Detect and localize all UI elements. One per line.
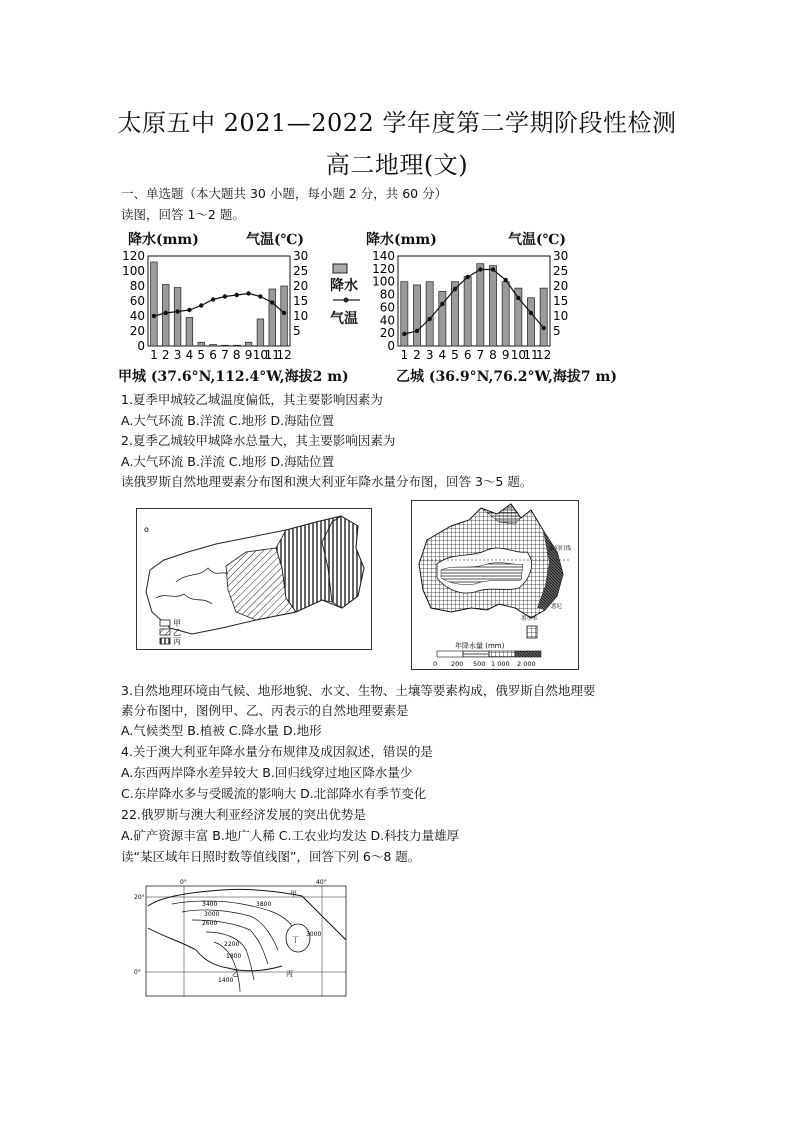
q3-5-intro: 读俄罗斯自然地理要素分布图和澳大利亚年降水量分布图，回答 3～5 题。 [121, 474, 533, 489]
q1-options: A.大气环流 B.洋流 C.地形 D.海陆位置 [121, 413, 335, 428]
temp-point [478, 267, 482, 271]
month-label: 9 [244, 348, 253, 360]
q2-text: 2.夏季乙城较甲城降水总量大，其主要影响因素为 [121, 433, 396, 448]
precip-bar [281, 286, 288, 346]
month-label: 11 [264, 348, 280, 360]
temp-line [404, 270, 543, 335]
lon-0: 0° [180, 879, 187, 886]
left-tick-label: 120 [372, 261, 395, 276]
precip-bar [151, 262, 158, 346]
precip-bar [257, 319, 264, 346]
temp-point [270, 300, 274, 304]
temp-point [427, 317, 431, 321]
temp-point [415, 329, 419, 333]
left-tick-label: 80 [129, 279, 145, 293]
rain-scale-0: 0 [433, 660, 438, 668]
svg-text:3800: 3800 [256, 901, 272, 908]
chart1-caption: 甲城 (37.6°N,112.4°W,海拔2 m) [118, 369, 349, 385]
russia-map [136, 508, 372, 650]
right-tick-label: 25 [553, 264, 569, 278]
month-label: 7 [476, 348, 485, 360]
month-label: 1 [400, 348, 409, 360]
right-tick-label: 15 [293, 294, 309, 308]
russia-legend-yi: 乙 [173, 628, 181, 637]
precip-bar [233, 345, 240, 346]
left-tick-label: 100 [372, 274, 395, 289]
left-tick-label: 120 [122, 249, 145, 263]
precip-bar [413, 285, 420, 346]
right-tick-label: 10 [293, 309, 309, 323]
left-tick-label: 60 [379, 300, 395, 315]
temp-point [541, 326, 545, 330]
legend-temp-label: 气温 [330, 311, 358, 327]
chart2-climate [368, 248, 573, 360]
precip-bar [527, 298, 534, 346]
left-tick-label: 20 [379, 326, 395, 341]
chart2-right-axis-title: 气温(℃) [508, 232, 567, 248]
chart1-right-axis-title: 气温(℃) [246, 232, 305, 248]
rain-scale-500: 500 [473, 660, 486, 668]
month-label: 8 [489, 348, 497, 360]
temp-point [465, 275, 469, 279]
legend-precip-label: 降水 [330, 278, 358, 294]
month-label: 10 [510, 348, 526, 360]
month-label: 8 [232, 348, 241, 360]
rain-scale-200: 200 [451, 660, 464, 668]
chart2-caption: 乙城 (36.9°N,76.2°W,海拔7 m) [396, 369, 617, 385]
chart1-left-axis-title: 降水(mm) [128, 232, 199, 248]
right-tick-label: 20 [293, 279, 309, 293]
lon-40: 40° [316, 879, 327, 886]
precip-bar [269, 289, 276, 346]
precip-bar [439, 291, 446, 346]
temp-point [152, 314, 156, 318]
month-label: 12 [536, 348, 552, 360]
australia-map [411, 500, 579, 670]
precip-bar [186, 318, 193, 347]
svg-text:3000: 3000 [306, 931, 322, 938]
temp-line [154, 294, 284, 317]
sydney-label: 悉尼 [551, 604, 563, 610]
svg-text:甲: 甲 [290, 890, 297, 898]
q4-options-ab: A.东西两岸降水差异较大 B.回归线穿过地区降水量少 [121, 765, 413, 780]
temp-point [211, 297, 215, 301]
left-tick-label: 0 [137, 339, 145, 353]
svg-text:丙: 丙 [286, 970, 293, 978]
left-tick-label: 80 [379, 287, 395, 302]
melbourne-label: 墨尔本 [521, 616, 538, 622]
legend-bar-swatch [333, 264, 347, 273]
rain-scale-title: 年降水量 (mm) [455, 642, 505, 650]
left-tick-label: 20 [129, 324, 145, 338]
tropic-label: 南回归线 [549, 546, 572, 552]
precip-bar [464, 277, 471, 346]
month-label: 5 [197, 348, 206, 360]
temp-point [246, 291, 250, 295]
svg-text:o: o [144, 525, 149, 534]
right-tick-label: 30 [293, 249, 309, 263]
q22-options: A.矿产资源丰富 B.地广人稀 C.工农业均发达 D.科技力量雄厚 [121, 828, 460, 843]
svg-text:1800: 1800 [226, 953, 242, 960]
svg-text:3000: 3000 [204, 911, 220, 918]
month-label: 3 [173, 348, 182, 360]
page-title: 太原五中 2021—2022 学年度第二学期阶段性检测 [117, 109, 677, 137]
temp-point [453, 287, 457, 291]
lat-0: 0° [134, 969, 141, 976]
precip-bar [222, 345, 229, 346]
lat-20: 20° [134, 894, 145, 901]
month-label: 3 [425, 348, 434, 360]
svg-text:1400: 1400 [218, 977, 234, 984]
right-tick-label: 10 [553, 309, 569, 323]
right-tick-label: 5 [293, 324, 301, 338]
temp-point [440, 302, 444, 306]
svg-text:乙: 乙 [232, 970, 239, 978]
svg-text:3400: 3400 [202, 901, 218, 908]
temp-point [164, 311, 168, 315]
temp-point [235, 293, 239, 297]
temp-point [503, 278, 507, 282]
month-label: 6 [463, 348, 472, 360]
chart1-climate [118, 248, 313, 360]
left-tick-label: 140 [372, 249, 395, 263]
left-tick-label: 100 [122, 264, 145, 278]
q3-text-line2: 素分布图中，图例甲、乙、丙表示的自然地理要素是 [121, 703, 409, 718]
right-tick-label: 20 [553, 279, 569, 293]
q22-text: 22.俄罗斯与澳大利亚经济发展的突出优势是 [121, 807, 366, 822]
russia-legend-jia: 甲 [173, 619, 181, 628]
precip-bar [477, 264, 484, 346]
rain-scale-1000: 1 000 [491, 660, 510, 668]
right-tick-label: 25 [293, 264, 309, 278]
month-label: 9 [501, 348, 510, 360]
page-subtitle: 高二地理(文) [325, 151, 469, 179]
rain-scale-2000: 2 000 [517, 660, 536, 668]
q6-8-intro: 读“某区域年日照时数等值线图”，回答下列 6～8 题。 [121, 849, 421, 864]
temp-point [258, 294, 262, 298]
q4-text: 4.关于澳大利亚年降水量分布规律及成因叙述，错误的是 [121, 744, 433, 759]
q1-text: 1.夏季甲城较乙城温度偏低，其主要影响因素为 [121, 392, 383, 407]
month-label: 1 [150, 348, 158, 360]
sunshine-isoline-map [132, 876, 352, 998]
left-tick-label: 60 [129, 294, 145, 308]
month-label: 10 [252, 348, 269, 360]
temp-point [402, 332, 406, 336]
temp-point [187, 308, 191, 312]
temp-point [282, 311, 286, 315]
precip-bar [426, 282, 433, 346]
svg-text:2200: 2200 [224, 941, 240, 948]
q2-options: A.大气环流 B.洋流 C.地形 D.海陆位置 [121, 454, 335, 469]
precip-bar [540, 288, 547, 346]
right-tick-label: 30 [553, 249, 569, 263]
month-label: 2 [161, 348, 170, 360]
temp-point [223, 294, 227, 298]
q3-options: A.气候类型 B.植被 C.降水量 D.地形 [121, 723, 322, 738]
month-label: 4 [185, 348, 194, 360]
legend-dot [344, 298, 349, 303]
left-tick-label: 0 [387, 339, 395, 353]
precip-bar [162, 285, 169, 347]
month-label: 4 [438, 348, 447, 360]
right-tick-label: 5 [553, 324, 561, 338]
month-label: 12 [276, 348, 292, 360]
month-label: 2 [413, 348, 421, 360]
section-intro: 读图，回答 1～2 题。 [121, 207, 245, 222]
russia-legend-bing: 丙 [173, 637, 181, 646]
precip-bar [502, 282, 509, 346]
month-label: 7 [221, 348, 229, 360]
section-heading: 一、单选题（本大题共 30 小题，每小题 2 分，共 60 分） [121, 186, 448, 201]
temp-point [491, 267, 495, 271]
temp-point [529, 311, 533, 315]
precip-bar [210, 345, 217, 347]
precip-bar [174, 288, 181, 347]
precip-bar [198, 342, 205, 346]
q3-text-line1: 3.自然地理环境由气候、地形地貌、水文、生物、土壤等要素构成，俄罗斯自然地理要 [121, 683, 596, 698]
svg-text:2600: 2600 [202, 920, 218, 927]
temp-point [199, 303, 203, 307]
q4-options-cd: C.东岸降水多与受暖流的影响大 D.北部降水有季节变化 [121, 786, 427, 801]
month-label: 5 [451, 348, 459, 360]
month-label: 11 [523, 348, 539, 360]
month-label: 6 [209, 348, 217, 360]
temp-point [516, 296, 520, 300]
precip-bar [245, 342, 252, 346]
left-tick-label: 40 [379, 313, 395, 328]
svg-text:丁: 丁 [292, 936, 299, 944]
temp-point [175, 309, 179, 313]
right-tick-label: 15 [553, 294, 569, 308]
precip-bar [401, 282, 408, 346]
precip-bar [489, 266, 496, 346]
left-tick-label: 40 [129, 309, 145, 323]
chart2-left-axis-title: 降水(mm) [366, 232, 437, 248]
